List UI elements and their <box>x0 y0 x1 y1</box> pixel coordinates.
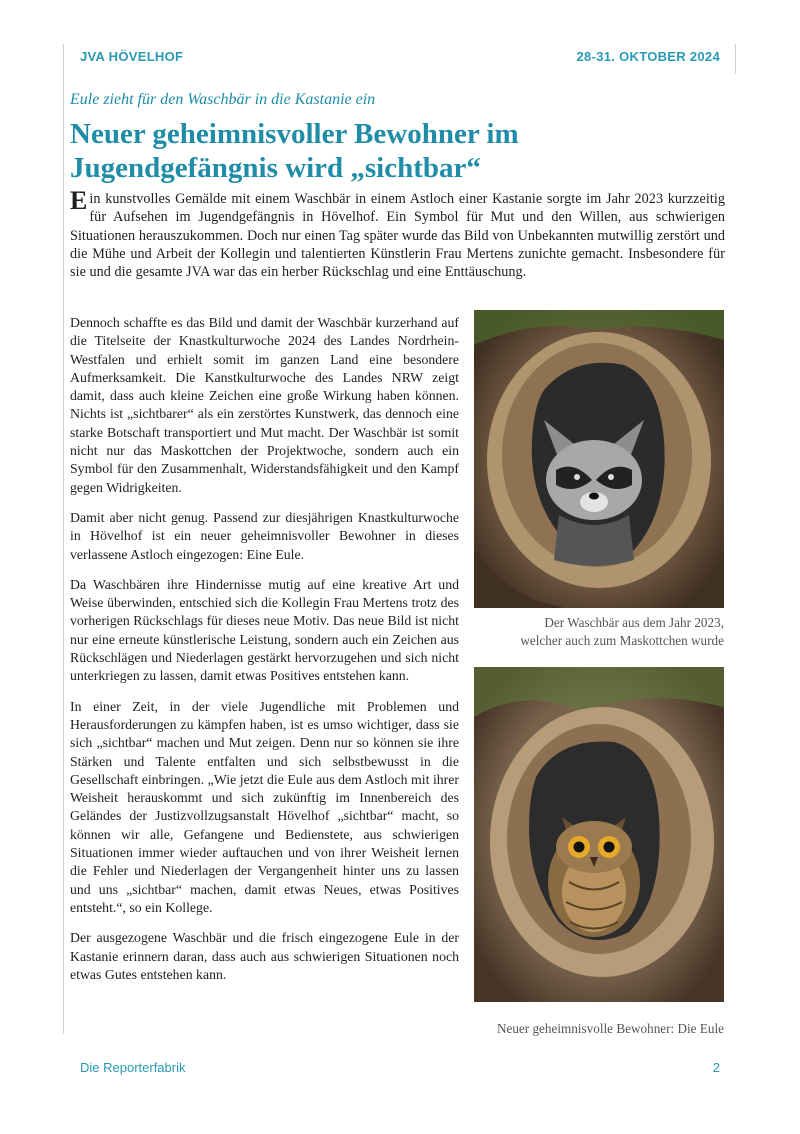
raccoon-photo <box>474 310 724 608</box>
article-intro <box>70 186 725 281</box>
raccoon-caption-line-1: Der Waschbär aus dem Jahr 2023, <box>544 615 724 630</box>
drop-cap: E <box>70 186 88 215</box>
right-header-rule <box>735 44 736 74</box>
article-body <box>70 314 459 996</box>
headline-line-1: Neuer geheimnisvoller Bewohner im <box>70 118 519 150</box>
raccoon-caption <box>464 614 724 650</box>
page-number: 2 <box>712 1060 720 1075</box>
header-publication: JVA HÖVELHOF <box>80 49 184 64</box>
article-headline <box>70 117 710 185</box>
headline-line-2: Jugendgefängnis wird „sichtbar“ <box>70 152 481 184</box>
footer-publisher: Die Reporterfabrik <box>80 1060 186 1075</box>
owl-photo <box>474 667 724 1002</box>
body-paragraph: In einer Zeit, in der viele Jugendliche mit Problemen und Herausforderungen zu kämpfen haben, ist es umso wichtiger, dass sie sich „sichtbar“ machen und Mut zeigen. Denn nur so können sie ihre Stärken und Talente entfalten und sich selbstbewusst in die Gesellschaft einbringen. „Wie jetzt die Eule aus dem Astloch mit ihrer Weisheit herauskommt und sich zukünftig im Innenbereich des Geländes der Justizvollzugsanstalt Hövelhof „sichtbar“ macht, so können wir alle, Gefangene und Bedienstete, aus schwierigen Situationen immer wieder auftauchen und von ihrer Weisheit lernen die Fehler und Niederlagen der Vergangenheit hinter uns zu lassen und uns „sichtbar“ machen, damit etwas Neues, etwas Positives entsteht.“, so ein Kollege. <box>70 698 459 915</box>
article-kicker: Eule zieht für den Waschbär in die Kastanie ein <box>70 91 376 108</box>
owl-caption: Neuer geheimnisvolle Bewohner: Die Eule <box>496 1021 724 1036</box>
raccoon-caption-line-2: welcher auch zum Maskottchen wurde <box>520 633 724 648</box>
left-margin-rule <box>63 44 64 1034</box>
header-date: 28-31. OKTOBER 2024 <box>576 49 720 64</box>
intro-text: in kunstvolles Gemälde mit einem Waschbär in einem Astloch einer Kastanie sorgte im Jahr 2023 kurzzeitig für Aufsehen im Jugendgefängnis in Hövelhof. Ein Symbol für Mut und den Willen, aus schwierigen Situationen herauszukommen. Doch nur einen Tag später wurde das Bild von Unbekannten mutwillig zerstört und die Mühe und Arbeit der Kollegin und talentierten Künstlerin Frau Mertens zunichte gemacht. Insbesondere für sie und die gesamte JVA war das ein herber Rückschlag und eine Enttäuschung. <box>70 191 725 281</box>
body-paragraph: Dennoch schaffte es das Bild und damit der Waschbär kurzerhand auf die Titelseite der Knastkulturwoche 2024 des Landes Nordrhein-Westfalen und erhielt somit im ganzen Land eine besondere Aufmerksamkeit. Die Kanstkulturwoche des Landes NRW zeigt damit, dass auch kleine Zeichen eine große Wirkung haben können. Nichts ist „sichtbarer“ als ein zerstörtes Kunstwerk, das dennoch eine starke Botschaft transportiert und Mut macht. Der Waschbär ist somit nicht nur das Maskottchen der Projektwoche, sondern auch ein Symbol für den Zusammenhalt, Widerstandsfähigkeit und den Kampf gegen Widrigkeiten. <box>70 315 459 495</box>
body-paragraph: Da Waschbären ihre Hindernisse mutig auf eine kreative Art und Weise überwinden, entschied sich die Kollegin Frau Mertens trotz des vorherigen Rückschlags für dieses neue Motiv. Das neue Bild ist nicht nur eine erneute künstlerische Leistung, sondern auch ein Zeichen aus Rückschlägen und Niederlagen gestärkt hervorzugehen und sich nicht unterkriegen zu lassen, damit etwas Positives entstehen kann. <box>70 576 459 684</box>
body-paragraph: Damit aber nicht genug. Passend zur diesjährigen Knastkulturwoche in Hövelhof ist ein neuer geheimnisvoller Bewohner in dieses verlassene Astloch eingezogen: Eine Eule. <box>70 509 459 562</box>
body-paragraph: Der ausgezogene Waschbär und die frisch eingezogene Eule in der Kastanie erinnern daran, dass auch aus schwierigen Situationen noch etwas Gutes entstehen kann. <box>70 930 459 982</box>
